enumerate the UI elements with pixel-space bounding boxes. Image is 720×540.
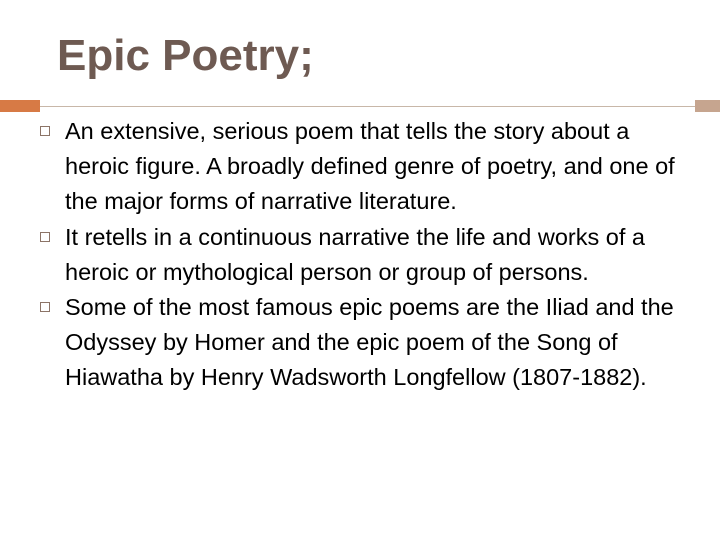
bullet-text: It retells in a continuous narrative the life and works of a heroic or mythological person or group of persons. xyxy=(65,223,645,285)
title-accent-bar xyxy=(0,100,40,112)
bullet-text: Some of the most famous epic poems are the Iliad and the Odyssey by Homer and the epic poem of the Song of Hiawatha by Henry Wadsworth Longfellow (1807-1882). xyxy=(65,294,674,391)
title-divider-cap xyxy=(695,100,720,112)
title-divider-line xyxy=(40,106,695,107)
slide-title: Epic Poetry; xyxy=(57,31,314,80)
bullet-item xyxy=(40,114,680,220)
square-bullet-icon xyxy=(40,302,50,312)
square-bullet-icon xyxy=(40,126,50,136)
bullet-item xyxy=(40,290,680,396)
bullet-text: An extensive, serious poem that tells the story about a heroic figure. A broadly defined genre of poetry, and one of the major forms of narrative literature. xyxy=(65,118,675,215)
square-bullet-icon xyxy=(40,232,50,242)
bullet-list xyxy=(40,114,680,396)
bullet-item xyxy=(40,220,680,290)
